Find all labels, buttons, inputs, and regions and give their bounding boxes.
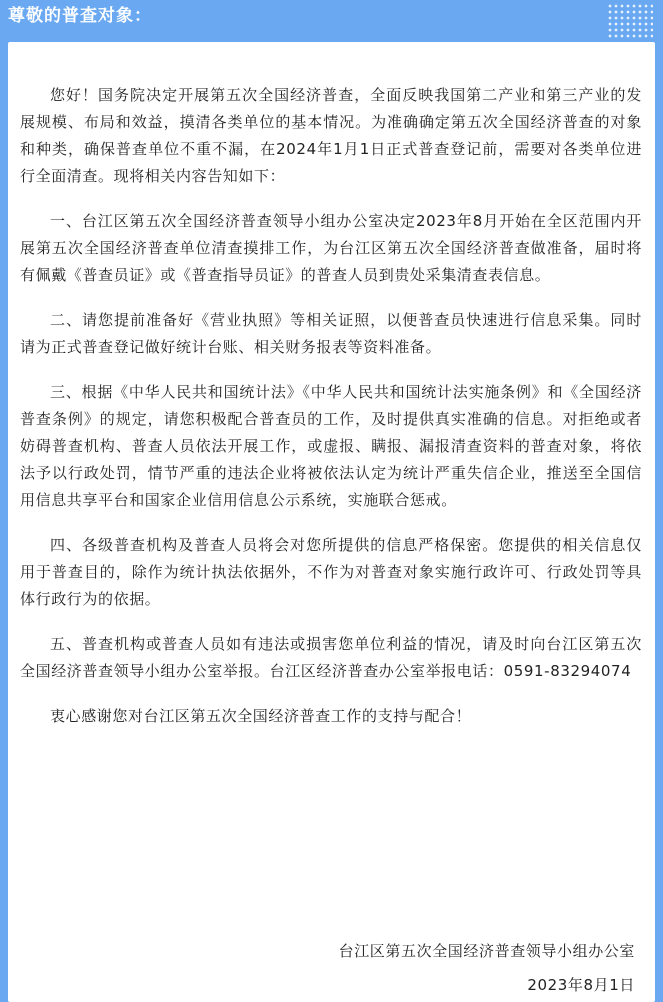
signature-organization: 台江区第五次全国经济普查领导小组办公室 — [338, 942, 635, 960]
paragraph-item-2: 二、请您提前准备好《营业执照》等相关证照，以便普查员快速进行信息采集。同时请为正式普查登记做好统计台账、相关财务报表等资料准备。 — [20, 311, 642, 356]
notice-body — [20, 82, 642, 748]
paragraph-item-1: 一、台江区第五次全国经济普查领导小组办公室决定2023年8月开始在全区范围内开展第五次全国经济普查单位清查摸排工作，为台江区第五次全国经济普查做准备，届时将有佩戴《普查员证》或《普查指导员证》的普查人员到贵处采集清查表信息。 — [20, 212, 642, 284]
paragraph-thanks: 衷心感谢您对台江区第五次全国经济普查工作的支持与配合！ — [50, 707, 472, 725]
signature-date: 2023年8月1日 — [527, 976, 635, 994]
header-banner — [0, 0, 663, 42]
greeting-title: 尊敬的普查对象： — [8, 6, 152, 26]
paragraph-item-5: 五、普查机构或普查人员如有违法或损害您单位利益的情况，请及时向台江区第五次全国经济普查领导小组办公室举报。台江区经济普查办公室举报电话：0591-83294074 — [20, 635, 642, 680]
paragraph-intro: 您好！国务院决定开展第五次全国经济普查，全面反映我国第二产业和第三产业的发展规模、布局和效益，摸清各类单位的基本情况。为准确确定第五次全国经济普查的对象和种类，确保普查单位不重不漏，在2024年1月1日正式普查登记前，需要对各类单位进行全面清查。现将相关内容告知如下： — [20, 86, 642, 185]
dot-grid-decoration — [607, 3, 653, 39]
paragraph-item-3: 三、根据《中华人民共和国统计法》《中华人民共和国统计法实施条例》和《全国经济普查条例》的规定，请您积极配合普查员的工作，及时提供真实准确的信息。对拒绝或者妨碍普查机构、普查人员依法开展工作，或虚报、瞒报、漏报清查资料的普查对象，将依法予以行政处罚，情节严重的违法企业将被依法认定为统计严重失信企业，推送至全国信用信息共享平台和国家企业信用信息公示系统，实施联合惩戒。 — [20, 383, 642, 509]
notice-paper — [8, 42, 655, 1002]
paragraph-item-4: 四、各级普查机构及普查人员将会对您所提供的信息严格保密。您提供的相关信息仅用于普查目的，除作为统计执法依据外，不作为对普查对象实施行政许可、行政处罚等具体行政行为的依据。 — [20, 536, 642, 608]
